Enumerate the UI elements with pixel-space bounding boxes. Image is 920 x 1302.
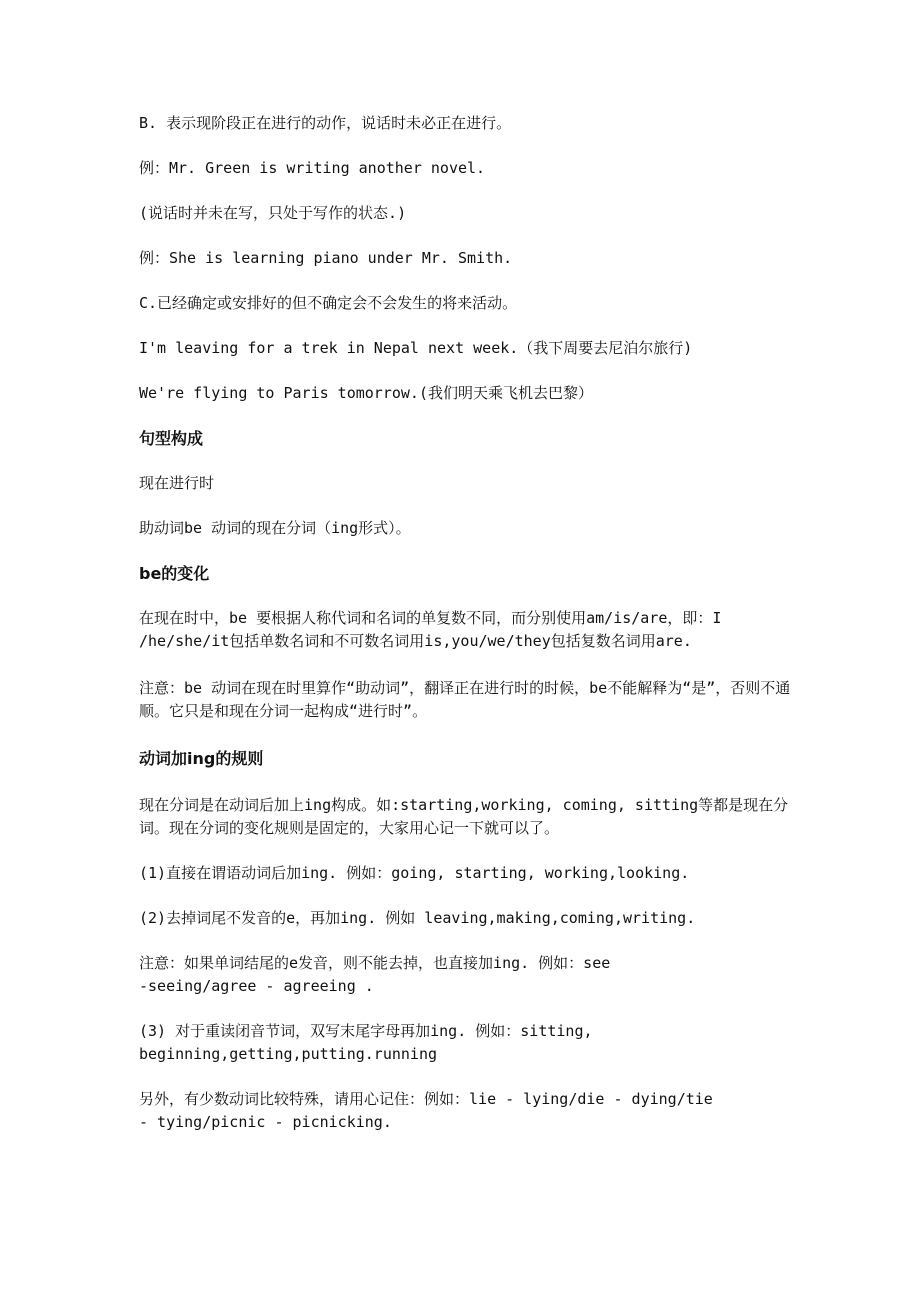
paragraph-note-1: (说话时并未在写，只处于写作的状态.)	[139, 204, 407, 222]
paragraph-be-rule: 在现在时中，be 要根据人称代词和名词的单复数不同，而分别使用am/is/are，即：I /he/she/it包括单数名词和不可数名词用is,you/we/they包括复数名词用are.	[139, 609, 731, 650]
paragraph-formula: 助动词be 动词的现在分词（ing形式）。	[139, 519, 411, 537]
heading-be: be的变化	[139, 564, 210, 583]
paragraph-rule-2-note: 注意：如果单词结尾的e发音，则不能去掉，也直接加ing. 例如：see -seeing/agree - agreeing .	[139, 954, 611, 995]
paragraph-example-3: I'm leaving for a trek in Nepal next week.（我下周要去尼泊尔旅行)	[139, 339, 693, 357]
paragraph-be-note: 注意：be 动词在现在时里算作“助动词”，翻译正在进行时的时候，be不能解释为“是”，否则不通顺。它只是和现在分词一起构成“进行时”。	[139, 679, 791, 720]
heading-structure: 句型构成	[139, 429, 204, 448]
paragraph-point-b: B. 表示现阶段正在进行的动作，说话时未必正在进行。	[139, 114, 512, 132]
paragraph-rule-2: (2)去掉词尾不发音的e，再加ing. 例如 leaving,making,coming,writing.	[139, 909, 696, 927]
heading-ing: 动词加ing的规则	[139, 749, 264, 768]
paragraph-ing-intro: 现在分词是在动词后加上ing构成。如:starting,working, coming, sitting等都是现在分词。现在分词的变化规则是固定的，大家用心记一下就可以了。	[139, 796, 789, 837]
document-page	[139, 112, 809, 1134]
paragraph-example-4: We're flying to Paris tomorrow.(我们明天乘飞机去巴黎）	[139, 384, 593, 402]
paragraph-tense-name: 现在进行时	[139, 474, 215, 492]
paragraph-special-cases: 另外，有少数动词比较特殊，请用心记住：例如：lie - lying/die - dying/tie - tying/picnic - picnicking.	[139, 1090, 713, 1131]
paragraph-rule-3: (3) 对于重读闭音节词，双写末尾字母再加ing. 例如：sitting, beginning,getting,putting.running	[139, 1022, 593, 1063]
paragraph-example-1: 例：Mr. Green is writing another novel.	[139, 159, 486, 177]
paragraph-point-c: C.已经确定或安排好的但不确定会不会发生的将来活动。	[139, 294, 518, 312]
paragraph-example-2: 例：She is learning piano under Mr. Smith.	[139, 249, 513, 267]
paragraph-rule-1: (1)直接在谓语动词后加ing. 例如：going, starting, working,looking.	[139, 864, 690, 882]
